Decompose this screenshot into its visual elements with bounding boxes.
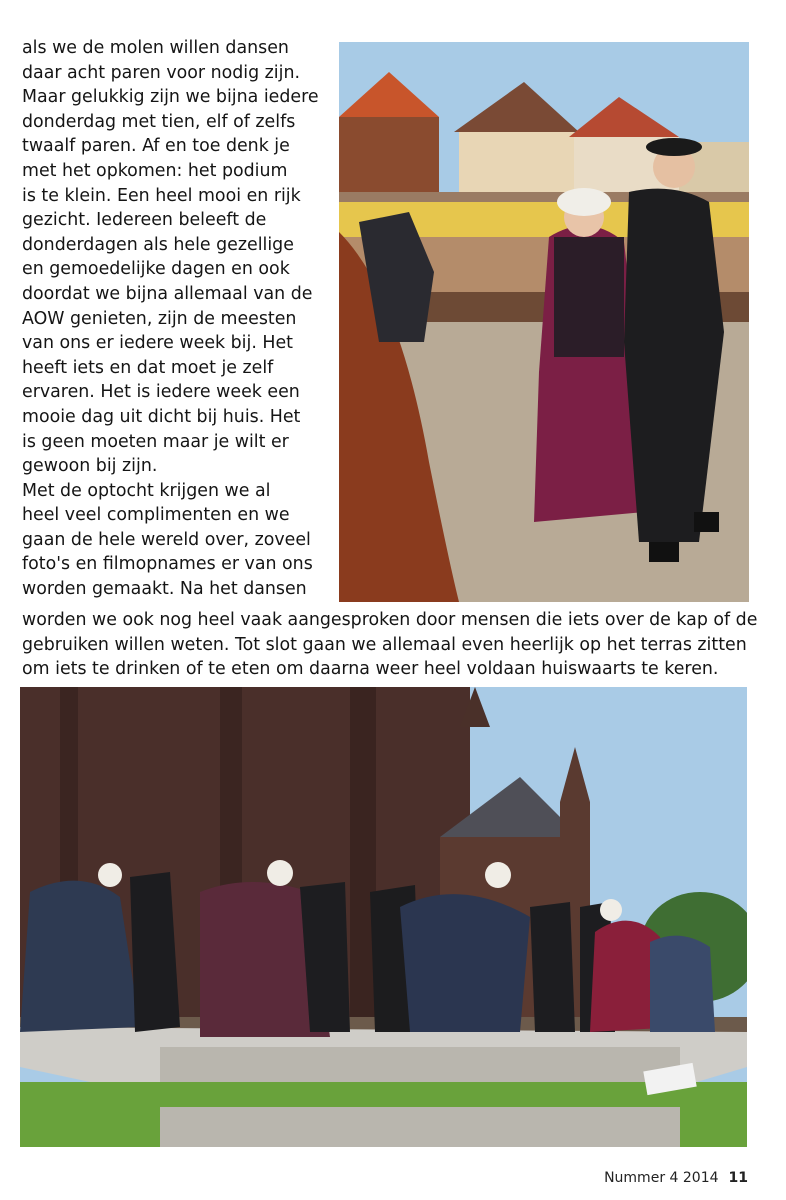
text-line: is te klein. Een heel mooi en rijk <box>22 185 301 206</box>
text-line: twaalf paren. Af en toe denk je <box>22 136 290 157</box>
photo-dancing-couple-image <box>339 42 749 602</box>
photo-dancing-couple <box>339 42 749 602</box>
text-line: heel veel complimenten en we <box>22 505 290 526</box>
text-line: en gemoedelijke dagen en ook <box>22 259 290 280</box>
page-number: 11 <box>728 1170 748 1186</box>
text-line: gewoon bij zijn. <box>22 456 158 477</box>
text-line: ervaren. Het is iedere week een <box>22 382 300 403</box>
text-line: mooie dag uit dicht bij huis. Het <box>22 406 301 427</box>
text-line: heeft iets en dat moet je zelf <box>22 357 274 378</box>
photo-group-dance-church <box>20 687 747 1147</box>
text-line: als we de molen willen dansen <box>22 38 289 58</box>
text-line: donderdagen als hele gezellige <box>22 234 294 255</box>
text-line: is geen moeten maar je wilt er <box>22 431 289 452</box>
column-text <box>22 36 340 602</box>
text-line: worden we ook nog heel vaak aangesproken door mensen die iets over de kap of de <box>22 610 758 630</box>
issue-label: Nummer 4 2014 <box>604 1170 719 1186</box>
photo-group-dance-church-image <box>20 687 747 1147</box>
text-line: van ons er iedere week bij. Het <box>22 333 293 354</box>
text-line: gezicht. Iedereen beleeft de <box>22 210 267 231</box>
text-line: daar acht paren voor nodig zijn. <box>22 62 301 83</box>
text-line: Met de optocht krijgen we al <box>22 480 271 501</box>
text-line: gaan de hele wereld over, zoveel <box>22 529 311 550</box>
page-footer <box>604 1170 748 1186</box>
text-line: Maar gelukkig zijn we bijna iedere <box>22 87 319 108</box>
text-line: worden gemaakt. Na het dansen <box>22 579 307 600</box>
text-line: met het opkomen: het podium <box>22 160 288 181</box>
text-line: doordat we bijna allemaal van de <box>22 283 313 304</box>
text-line: donderdag met tien, elf of zelfs <box>22 111 296 132</box>
text-line: gebruiken willen weten. Tot slot gaan we allemaal even heerlijk op het terras zitten <box>22 634 747 655</box>
text-line: foto's en filmopnames er van ons <box>22 554 313 575</box>
text-line: AOW genieten, zijn de meesten <box>22 308 297 329</box>
full-width-text <box>22 608 762 682</box>
text-line: om iets te drinken of te eten om daarna weer heel voldaan huiswaarts te keren. <box>22 659 719 680</box>
